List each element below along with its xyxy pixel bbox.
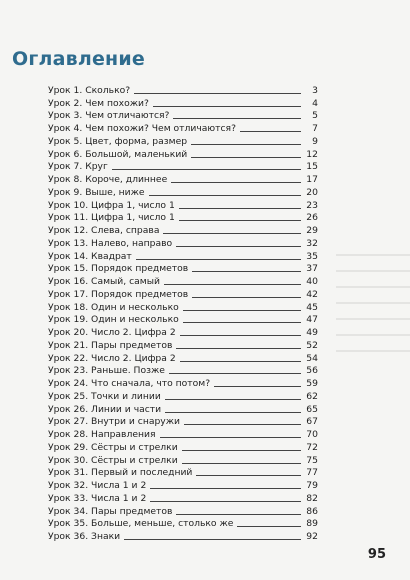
toc-entry (48, 466, 318, 479)
toc-entry (48, 198, 318, 211)
page-number: 95 (367, 547, 386, 562)
toc-entry (48, 211, 318, 224)
toc-entry (48, 313, 318, 326)
toc-entry-label: Урок 20. Число 2. Цифра 2 (48, 327, 176, 338)
toc-leader-line (176, 246, 301, 247)
toc-leader-line (191, 157, 301, 158)
toc-leader-line (150, 488, 301, 489)
toc-entry-label: Урок 10. Цифра 1, число 1 (48, 199, 175, 211)
toc-leader-line (240, 131, 301, 132)
toc-entry-page: 20 (306, 186, 318, 198)
toc-entry (48, 185, 318, 198)
toc-leader-line (169, 373, 301, 374)
toc-entry (48, 478, 318, 491)
toc-entry-page: 54 (306, 352, 318, 364)
toc-entry-page: 70 (306, 429, 318, 440)
toc-entry-label: Урок 28. Направления (48, 429, 156, 440)
toc-entry (48, 376, 318, 389)
toc-entry-label: Урок 3. Чем отличаются? (48, 110, 170, 122)
toc-entry (48, 83, 318, 96)
toc-leader-line (183, 310, 301, 311)
toc-entry-label: Урок 32. Числа 1 и 2 (48, 480, 147, 491)
toc-leader-line (179, 208, 301, 209)
toc-entry-label: Урок 25. Точки и линии (48, 390, 161, 402)
toc-leader-line (160, 437, 301, 438)
toc-entry-label: Урок 17. Порядок предметов (48, 288, 189, 300)
toc-entry-page: 3 (312, 84, 318, 96)
toc-entry-label: Урок 24. Что сначала, что потом? (48, 378, 211, 389)
toc-entry (48, 262, 318, 275)
toc-leader-line (165, 399, 301, 400)
toc-entry-page: 23 (306, 199, 318, 211)
toc-entry-label: Урок 22. Число 2. Цифра 2 (48, 352, 176, 364)
toc-leader-line (163, 233, 301, 234)
toc-entry (48, 300, 318, 313)
toc-entry-label: Урок 13. Налево, направо (48, 237, 173, 249)
toc-entry-page: 4 (312, 97, 318, 109)
toc-entry-label: Урок 33. Числа 1 и 2 (48, 492, 147, 504)
toc-entry-label: Урок 34. Пары предметов (48, 505, 173, 517)
toc-entry (48, 236, 318, 249)
toc-entry-label: Урок 11. Цифра 1, число 1 (48, 212, 175, 224)
toc-entry-page: 15 (306, 161, 318, 173)
toc-entry (48, 325, 318, 338)
toc-entry-page: 72 (306, 441, 318, 453)
toc-entry-page: 17 (306, 174, 318, 185)
toc-entry (48, 134, 318, 147)
toc-entry-page: 52 (306, 339, 318, 351)
toc-leader-line (184, 424, 301, 425)
toc-entry (48, 351, 318, 364)
toc-entry-page: 42 (306, 288, 318, 300)
toc-entry-label: Урок 19. Один и несколько (48, 314, 179, 326)
toc-leader-line (182, 450, 301, 451)
toc-entry-page: 40 (306, 276, 318, 287)
toc-entry-page: 7 (312, 123, 318, 134)
toc-entry-label: Урок 9. Выше, ниже (48, 186, 145, 198)
toc-entry (48, 491, 318, 504)
toc-entry-label: Урок 15. Порядок предметов (48, 263, 189, 275)
toc-entry (48, 453, 318, 466)
toc-leader-line (165, 412, 301, 413)
toc-entry (48, 427, 318, 440)
toc-leader-line (196, 475, 301, 476)
toc-entry (48, 249, 318, 262)
toc-leader-line (192, 271, 301, 272)
toc-entry-page: 75 (306, 454, 318, 466)
toc-entry-page: 26 (306, 212, 318, 224)
toc-leader-line (136, 259, 301, 260)
toc-entry-label: Урок 12. Слева, справа (48, 225, 160, 236)
toc-entry-label: Урок 2. Чем похожи? (48, 97, 149, 109)
toc-leader-line (179, 220, 301, 221)
toc-entry-page: 59 (306, 378, 318, 389)
toc-entry-label: Урок 35. Больше, меньше, столько же (48, 518, 234, 530)
toc-entry-label: Урок 4. Чем похожи? Чем отличаются? (48, 123, 236, 134)
toc-entry-label: Урок 29. Сёстры и стрелки (48, 441, 178, 453)
toc-leader-line (124, 539, 301, 540)
toc-entry-label: Урок 36. Знаки (48, 531, 121, 542)
toc-entry (48, 338, 318, 351)
toc-entry-page: 86 (306, 505, 318, 517)
toc-leader-line (134, 93, 301, 94)
page-title: Оглавление (12, 48, 145, 70)
toc-entry-page: 35 (306, 250, 318, 262)
toc-leader-line (191, 144, 301, 145)
toc-entry-label: Урок 8. Короче, длиннее (48, 174, 168, 185)
toc-entry (48, 517, 318, 530)
toc-entry-page: 49 (306, 327, 318, 338)
toc-entry (48, 274, 318, 287)
bleed-through-text (318, 240, 410, 370)
toc-leader-line (180, 361, 301, 362)
toc-entry (48, 96, 318, 109)
toc-entry-page: 47 (306, 314, 318, 326)
toc-entry-page: 89 (306, 518, 318, 530)
toc-entry (48, 415, 318, 428)
toc-leader-line (182, 463, 301, 464)
toc-entry-page: 67 (306, 416, 318, 428)
toc-leader-line (150, 501, 301, 502)
toc-entry-label: Урок 6. Большой, маленький (48, 148, 188, 160)
toc-entry-page: 79 (306, 480, 318, 491)
toc-entry-page: 32 (306, 237, 318, 249)
toc-entry-label: Урок 14. Квадрат (48, 250, 132, 262)
toc-leader-line (192, 297, 301, 298)
toc-entry (48, 529, 318, 542)
toc-entry-label: Урок 23. Раньше. Позже (48, 365, 165, 377)
toc-entry (48, 121, 318, 134)
toc-entry (48, 402, 318, 415)
toc-entry-page: 29 (306, 225, 318, 236)
toc-leader-line (176, 514, 301, 515)
toc-leader-line (164, 284, 301, 285)
toc-entry-label: Урок 18. Один и несколько (48, 301, 179, 313)
toc-entry-label: Урок 30. Сёстры и стрелки (48, 454, 178, 466)
toc-entry-page: 5 (312, 110, 318, 122)
toc-entry-label: Урок 1. Сколько? (48, 84, 131, 96)
toc-entry-label: Урок 16. Самый, самый (48, 276, 160, 287)
toc-entry (48, 287, 318, 300)
toc-leader-line (153, 106, 301, 107)
toc-entry (48, 440, 318, 453)
toc-entry-page: 62 (306, 390, 318, 402)
toc-leader-line (112, 169, 301, 170)
toc-entry (48, 389, 318, 402)
toc-entry-label: Урок 21. Пары предметов (48, 339, 173, 351)
toc-entry-page: 45 (306, 301, 318, 313)
toc-entry-page: 65 (306, 403, 318, 415)
toc-entry (48, 160, 318, 173)
table-of-contents (48, 83, 318, 542)
toc-entry (48, 147, 318, 160)
toc-entry-page: 12 (306, 148, 318, 160)
toc-entry-label: Урок 27. Внутри и снаружи (48, 416, 180, 428)
toc-entry-page: 37 (306, 263, 318, 275)
toc-entry (48, 172, 318, 185)
toc-entry (48, 504, 318, 517)
toc-leader-line (183, 322, 301, 323)
toc-leader-line (176, 348, 301, 349)
toc-leader-line (237, 526, 301, 527)
toc-entry-page: 9 (312, 135, 318, 147)
toc-leader-line (214, 386, 301, 387)
toc-entry (48, 364, 318, 377)
toc-leader-line (180, 335, 301, 336)
toc-leader-line (149, 195, 301, 196)
toc-entry (48, 223, 318, 236)
toc-entry-page: 92 (306, 531, 318, 542)
toc-entry-label: Урок 26. Линии и части (48, 403, 162, 415)
toc-leader-line (171, 182, 301, 183)
toc-entry-label: Урок 31. Первый и последний (48, 467, 193, 479)
toc-entry-label: Урок 7. Круг (48, 161, 108, 173)
toc-entry (48, 109, 318, 122)
toc-entry-page: 77 (306, 467, 318, 479)
toc-entry-page: 82 (306, 492, 318, 504)
toc-entry-label: Урок 5. Цвет, форма, размер (48, 135, 188, 147)
toc-leader-line (173, 118, 301, 119)
toc-entry-page: 56 (306, 365, 318, 377)
